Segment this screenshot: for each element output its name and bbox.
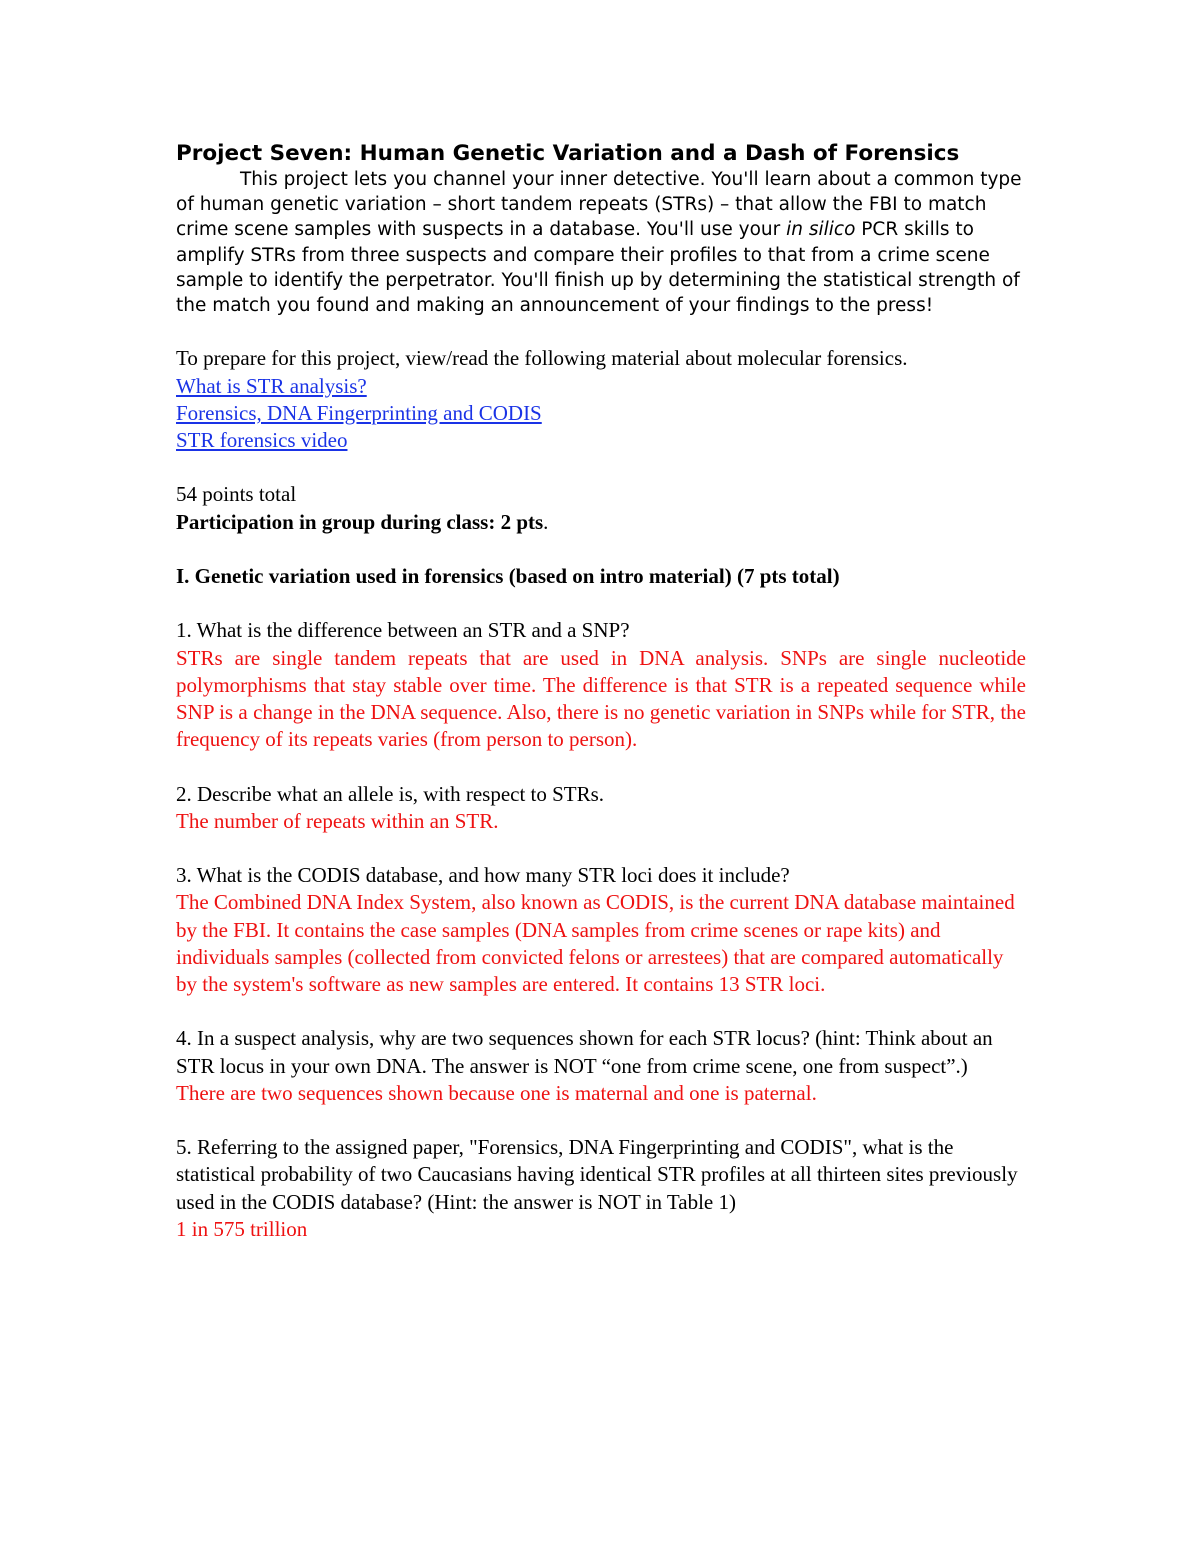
intro-text-part1: This project lets you channel your inner detective. You'll learn about a common type of human genetic variation – short tandem repeats (STRs) – that allow the FBI to match crime scene samples with suspects in a database. You'll use your <box>176 169 1022 241</box>
document-page <box>176 140 1026 1243</box>
answer-5: 1 in 575 trillion <box>176 1216 308 1241</box>
intro-italic-term: in silico <box>786 219 856 241</box>
intro-text-part2: PCR skills to amplify STRs from three suspects and compare their profiles to that from a crime scene sample to identify the perpetrator. You'll finish up by determining the statistical strength of the match you found and making an announcement of your findings to the press! <box>176 219 1020 317</box>
question-5: 5. Referring to the assigned paper, "Forensics, DNA Fingerprinting and CODIS", what is the statistical probability of two Caucasians having identical STR profiles at all thirteen sites previously used in the CODIS database? (Hint: the answer is NOT in Table 1) <box>176 1135 1018 1214</box>
link-what-is-str-analysis[interactable]: What is STR analysis? <box>176 373 367 398</box>
section-heading <box>176 563 1026 590</box>
link-forensics-dna-codis[interactable]: Forensics, DNA Fingerprinting and CODIS <box>176 400 542 425</box>
answer-3: The Combined DNA Index System, also known as CODIS, is the current DNA database maintained by the FBI. It contains the case samples (DNA samples from crime scenes or rape kits) and individuals samples (collected from convicted felons or arrestees) that are compared automatically by the system's software as new samples are entered. It contains 13 STR loci. <box>176 890 1015 996</box>
question-2: 2. Describe what an allele is, with respect to STRs. <box>176 781 605 806</box>
points-total: 54 points total <box>176 482 297 507</box>
section-heading-text: I. Genetic variation used in forensics (based on intro material) (7 pts total) <box>176 564 840 588</box>
link-str-forensics-video[interactable]: STR forensics video <box>176 428 348 453</box>
participation-bold: Participation in group during class: 2 pts <box>176 509 544 534</box>
answer-2: The number of repeats within an STR. <box>176 808 499 833</box>
answer-1: STRs are single tandem repeats that are used in DNA analysis. SNPs are single nucleotide polymorphisms that stay stable over time. The difference is that STR is a repeated sequence while SNP is a change in the DNA sequence. Also, there is no genetic variation in SNPs while for STR, the frequency of its repeats varies (from person to person). <box>176 645 1026 752</box>
question-4: 4. In a suspect analysis, why are two sequences shown for each STR locus? (hint: Think about an STR locus in your own DNA. The answer is NOT “one from crime scene, one from suspect”.) <box>176 1026 993 1078</box>
intro-paragraph <box>176 167 1026 318</box>
document-title: Project Seven: Human Genetic Variation and a Dash of Forensics <box>176 141 960 166</box>
participation-tail: . <box>543 509 549 534</box>
participation-line <box>176 509 1026 536</box>
question-1: 1. What is the difference between an STR and a SNP? <box>176 618 630 643</box>
question-3: 3. What is the CODIS database, and how many STR loci does it include? <box>176 863 790 888</box>
answer-4: There are two sequences shown because one is maternal and one is paternal. <box>176 1080 817 1105</box>
prep-text: To prepare for this project, view/read the following material about molecular forensics. <box>176 346 908 371</box>
